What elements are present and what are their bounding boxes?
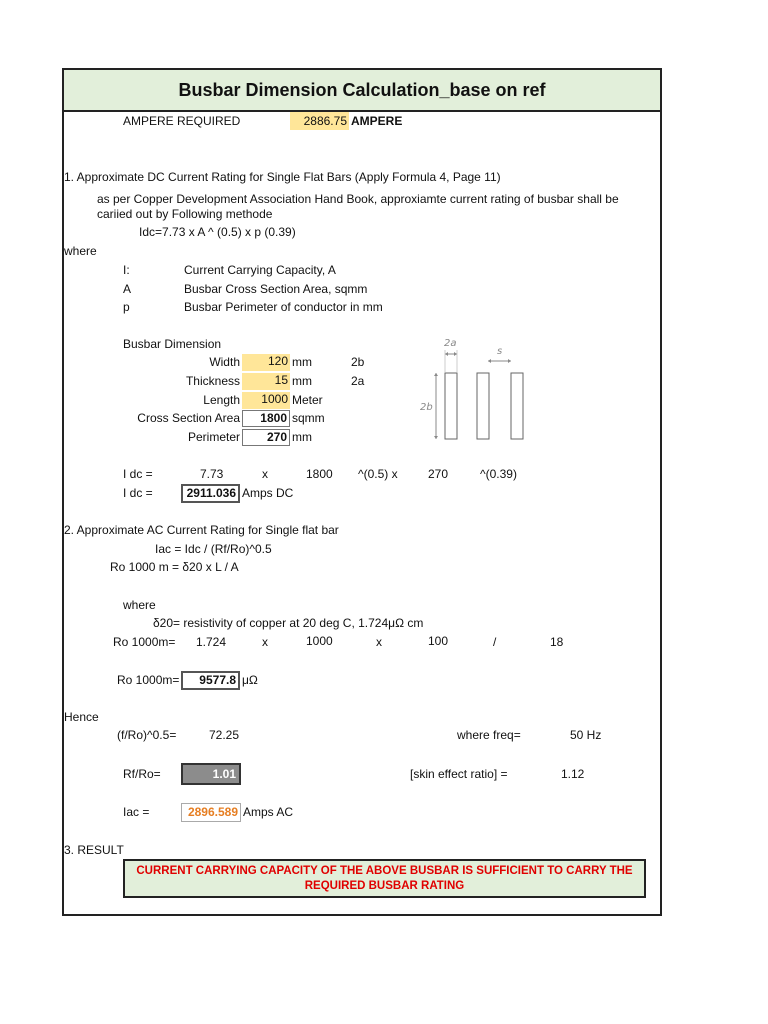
ro-calc-c2: x [262, 635, 268, 649]
sheet-title: Busbar Dimension Calculation_base on ref [64, 70, 660, 112]
freq-label: where freq= [457, 728, 521, 742]
idc-calc-c2: x [262, 467, 268, 481]
width-input[interactable]: 120 [242, 354, 290, 371]
cross-section-label: Cross Section Area [137, 411, 240, 425]
label-s: s [497, 346, 503, 357]
busbar-diagram-svg [412, 334, 542, 449]
freq-value: 50 Hz [570, 728, 602, 742]
perimeter-label: Perimeter [187, 430, 240, 444]
section2-heading: 2. Approximate AC Current Rating for Single flat bar [64, 523, 339, 537]
section3-heading: 3. RESULT [64, 843, 124, 857]
width-unit: mm [292, 355, 312, 369]
ro-calc-c3: 1000 [306, 634, 333, 648]
idc-calc-c4: ^(0.5) x [358, 467, 398, 481]
ro-calc-c7: 18 [550, 635, 564, 649]
ro-formula: Ro 1000 m = δ20 x L / A [110, 560, 239, 574]
ro-calc-c5: 100 [428, 634, 449, 648]
busbar-rect-3 [511, 373, 523, 439]
dc-formula: Idc=7.73 x A ^ (0.5) x p (0.39) [139, 225, 296, 239]
resistivity-text: δ20= resistivity of copper at 20 deg C, 1.724μΩ cm [153, 616, 424, 630]
ro-calc-c6: / [493, 635, 497, 649]
ro-result-unit: μΩ [242, 673, 258, 687]
iac-label: Iac = [123, 805, 150, 819]
ratio-value: 72.25 [209, 728, 240, 742]
iac-value: 2896.589 [181, 803, 241, 822]
length-input[interactable]: 1000 [242, 392, 290, 409]
section1-desc-line2: cariied out by Following methode [97, 207, 273, 221]
section1-desc-line1: as per Copper Development Association Hand Book, approxiamte current rating of busbar shall be [97, 192, 619, 206]
ro-calc-c4: x [376, 635, 382, 649]
rf-ro-label: Rf/Ro= [123, 767, 161, 781]
width-label: Width [209, 355, 240, 369]
thickness-note: 2a [351, 374, 365, 388]
def-symbol: p [123, 300, 130, 314]
section1-heading: 1. Approximate DC Current Rating for Single Flat Bars (Apply Formula 4, Page 11) [64, 170, 501, 184]
length-unit: Meter [292, 393, 323, 407]
idc-calc-c5: 270 [428, 467, 449, 481]
label-2b: 2b [420, 402, 433, 413]
idc-calc-c3: 1800 [306, 467, 333, 481]
ampere-input[interactable]: 2886.75 [290, 112, 349, 130]
idc-calc-c6: ^(0.39) [480, 467, 517, 481]
def-text: Current Carrying Capacity, A [184, 263, 336, 277]
def-symbol: I: [123, 263, 130, 277]
hence-label: Hence [64, 710, 99, 724]
skin-effect-value: 1.12 [561, 767, 585, 781]
def-text: Busbar Perimeter of conductor in mm [184, 300, 383, 314]
ratio-label: (f/Ro)^0.5= [117, 728, 177, 742]
cross-section-unit: sqmm [292, 411, 325, 425]
def-text: Busbar Cross Section Area, sqmm [184, 282, 368, 296]
idc-result-value: 2911.036 [181, 484, 240, 503]
idc-result-unit: Amps DC [242, 486, 294, 500]
ampere-label: AMPERE REQUIRED [123, 114, 241, 128]
where-label: where [64, 244, 97, 258]
thickness-unit: mm [292, 374, 312, 388]
result-text: CURRENT CARRYING CAPACITY OF THE ABOVE BUSBAR IS SUFFICIENT TO CARRY THE REQUIRED BUSBAR RATING [136, 864, 633, 892]
ro-result-label: Ro 1000m= [117, 673, 180, 687]
def-symbol: A [123, 282, 132, 296]
result-box [123, 859, 646, 898]
busbar-rect-1 [445, 373, 457, 439]
idc-result-label: I dc = [123, 486, 153, 500]
skin-effect-label: [skin effect ratio] = [410, 767, 508, 781]
where-label-2: where [123, 598, 156, 612]
ampere-unit: AMPERE [351, 114, 403, 128]
thickness-label: Thickness [185, 374, 240, 388]
width-note: 2b [351, 355, 365, 369]
cross-section-value: 1800 [242, 410, 290, 427]
ro-calc-label: Ro 1000m= [113, 635, 176, 649]
iac-formula: Iac = Idc / (Rf/Ro)^0.5 [155, 542, 272, 556]
label-2a: 2a [444, 338, 457, 349]
busbar-diagram [412, 334, 542, 452]
perimeter-unit: mm [292, 430, 312, 444]
busbar-dimension-heading: Busbar Dimension [123, 337, 222, 351]
ro-result-value: 9577.8 [181, 671, 240, 690]
perimeter-value: 270 [242, 429, 290, 446]
ro-calc-c1: 1.724 [196, 635, 227, 649]
idc-calc-label: I dc = [123, 467, 153, 481]
rf-ro-value[interactable]: 1.01 [181, 763, 241, 785]
idc-calc-c1: 7.73 [200, 467, 224, 481]
busbar-rect-2 [477, 373, 489, 439]
length-label: Length [203, 393, 240, 407]
thickness-input[interactable]: 15 [242, 373, 290, 390]
iac-unit: Amps AC [243, 805, 294, 819]
